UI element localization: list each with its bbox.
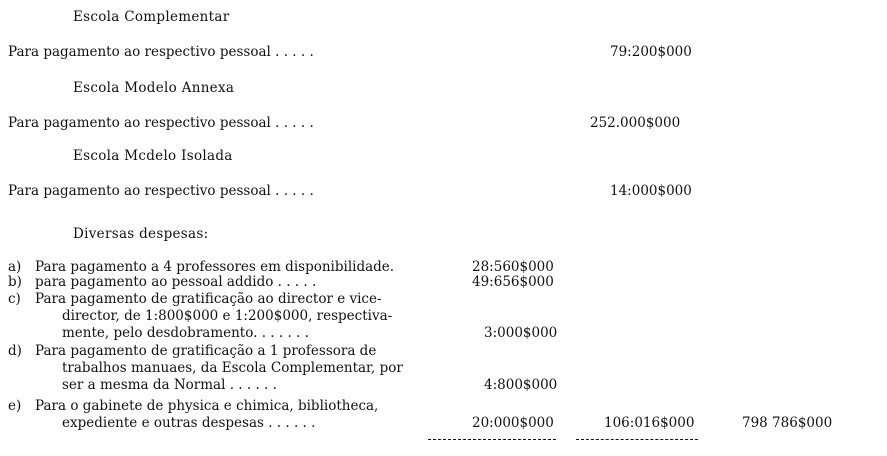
item-marker-c: c) bbox=[8, 291, 21, 307]
item-c-line-2: director, de 1:800$000 e 1:200$000, respectiva- bbox=[62, 308, 393, 324]
item-c-line-3: mente, pelo desdobramento. . . . . . . bbox=[62, 325, 309, 341]
diversas-subtotal: 106:016$000 bbox=[604, 415, 695, 431]
section-heading-escola-modelo-isolada: Escola Mcdelo Isolada bbox=[73, 148, 233, 164]
item-marker-d: d) bbox=[8, 343, 22, 359]
item-c-amount: 3:000$000 bbox=[484, 325, 558, 341]
item-a-amount: 28:560$000 bbox=[472, 259, 554, 275]
column-rule-right bbox=[576, 439, 698, 440]
section-line-escola-complementar: Para pagamento ao respectivo pessoal . . . . . bbox=[8, 44, 314, 60]
item-d-line-3: ser a mesma da Normal . . . . . . bbox=[62, 377, 277, 393]
section-amount-escola-modelo-annexa: 252.000$000 bbox=[590, 115, 681, 131]
item-marker-b: b) bbox=[8, 274, 22, 290]
diversas-heading: Diversas despesas: bbox=[73, 226, 209, 242]
grand-total: 798 786$000 bbox=[742, 415, 833, 431]
item-d-amount: 4:800$000 bbox=[484, 377, 558, 393]
item-marker-a: a) bbox=[8, 259, 22, 275]
item-d-line-2: trabalhos manuaes, da Escola Complementar, por bbox=[62, 360, 403, 376]
item-e-line-2: expediente e outras despesas . . . . . . bbox=[62, 415, 316, 431]
item-d-line-1: Para pagamento de gratificação a 1 professora de bbox=[35, 343, 377, 359]
item-c-line-1: Para pagamento de gratificação ao director e vice- bbox=[35, 291, 382, 307]
section-line-escola-modelo-annexa: Para pagamento ao respectivo pessoal . . . . . bbox=[8, 115, 314, 131]
section-heading-escola-modelo-annexa: Escola Modelo Annexa bbox=[73, 80, 235, 96]
column-rule-left bbox=[428, 439, 556, 440]
section-amount-escola-complementar: 79:200$000 bbox=[610, 44, 692, 60]
item-a-line-1: Para pagamento a 4 professores em disponibilidade. bbox=[35, 259, 395, 275]
item-e-line-1: Para o gabinete de physica e chimica, bibliotheca, bbox=[35, 398, 379, 414]
section-line-escola-modelo-isolada: Para pagamento ao respectivo pessoal . . . . . bbox=[8, 183, 314, 199]
section-amount-escola-modelo-isolada: 14:000$000 bbox=[610, 183, 692, 199]
section-heading-escola-complementar: Escola Complementar bbox=[73, 9, 230, 25]
item-b-line-1: para pagamento ao pessoal addido . . . . . bbox=[35, 274, 317, 290]
item-b-amount: 49:656$000 bbox=[472, 274, 554, 290]
item-e-amount: 20:000$000 bbox=[472, 415, 554, 431]
item-marker-e: e) bbox=[8, 398, 22, 414]
